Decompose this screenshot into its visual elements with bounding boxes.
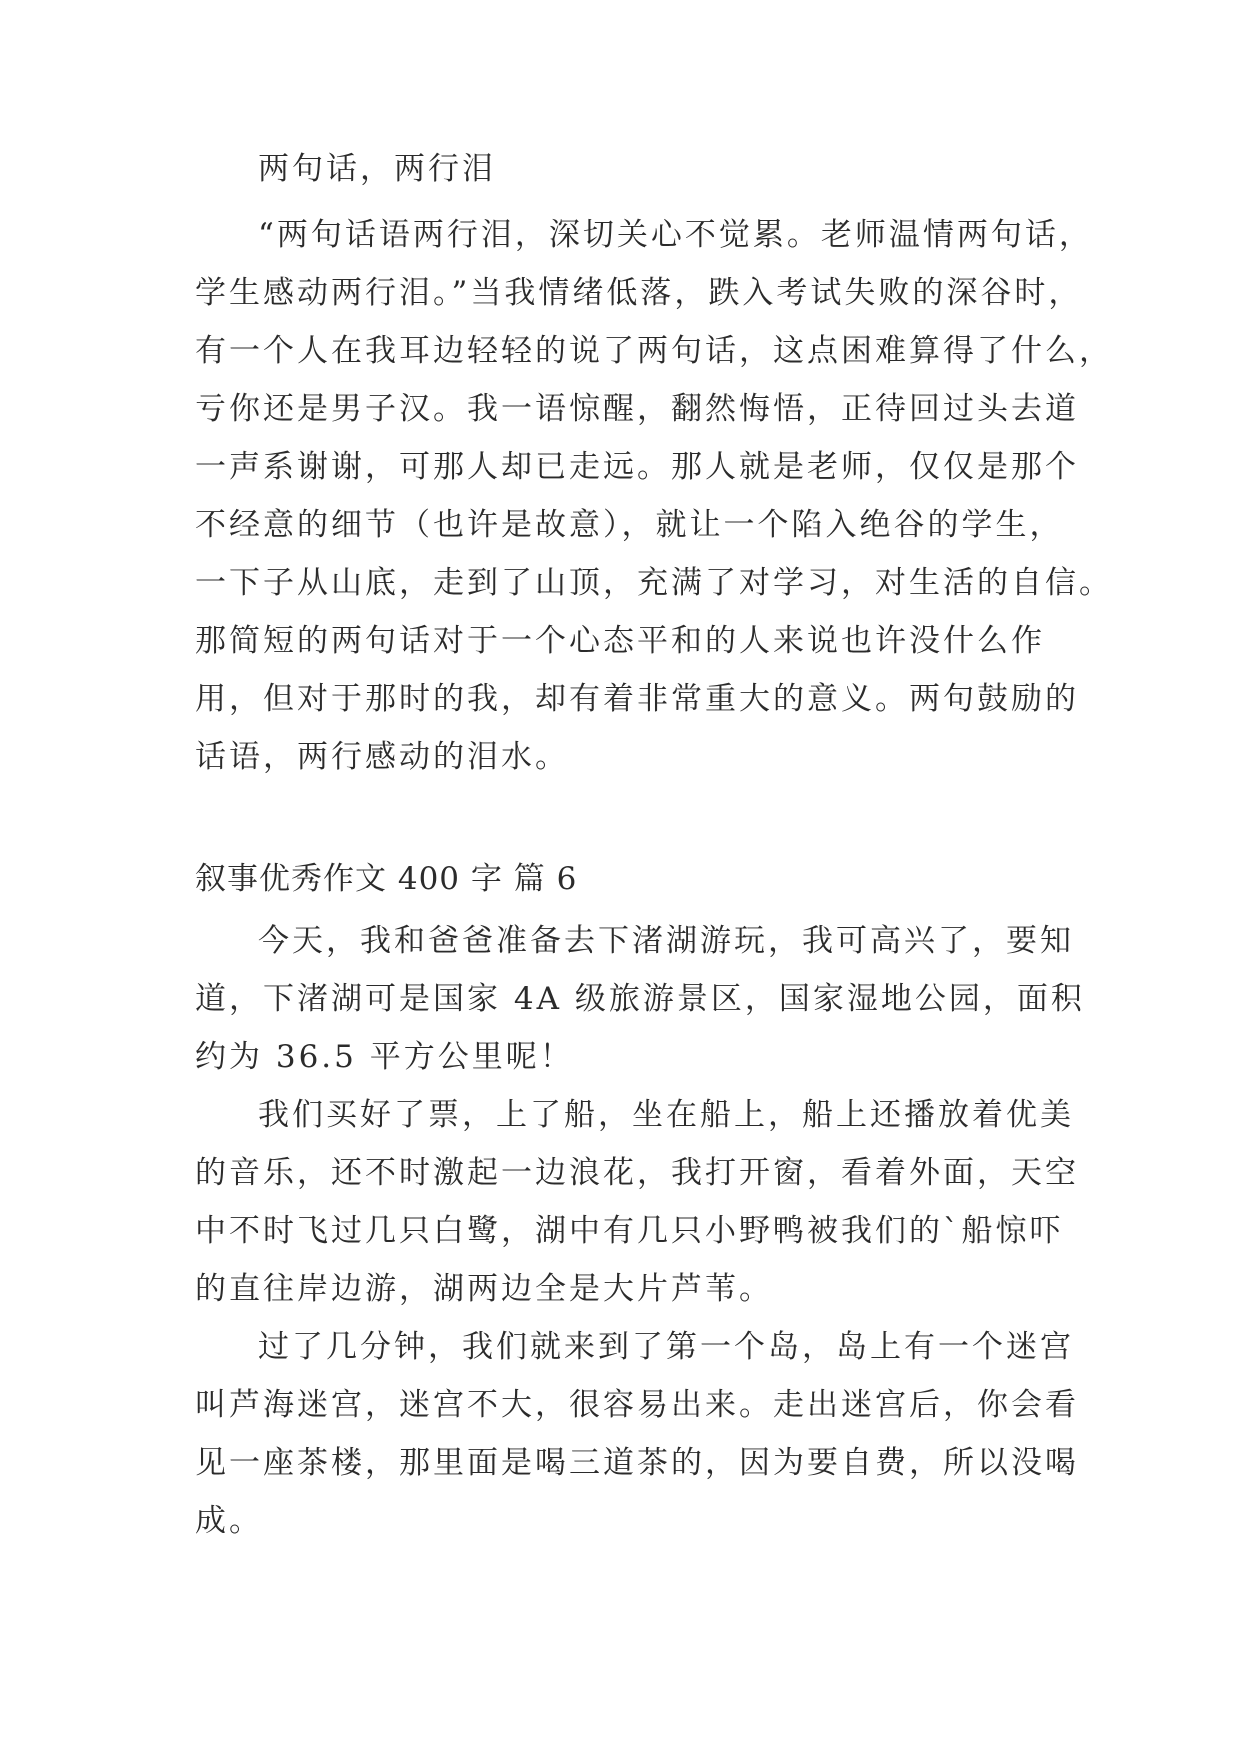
paragraph-title: 两句话，两行泪 [258, 151, 496, 187]
text-line: 有一个人在我耳边轻轻的说了两句话，这点困难算得了什么， [195, 333, 1113, 369]
text-line: 那简短的两句话对于一个心态平和的人来说也许没什么作 [195, 623, 1045, 659]
text-line: 道，下渚湖可是国家 4A 级旅游景区，国家湿地公园，面积 [195, 981, 1085, 1017]
text-line: 学生感动两行泪。”当我情绪低落，跌入考试失败的深谷时， [195, 275, 1083, 311]
text-line: 成。 [195, 1503, 263, 1539]
text-line: 亏你还是男子汉。我一语惊醒，翻然悔悟，正待回过头去道 [195, 391, 1079, 427]
text-line: 用，但对于那时的我，却有着非常重大的意义。两句鼓励的 [195, 681, 1079, 717]
text-line: 一下子从山底，走到了山顶，充满了对学习，对生活的自信。 [195, 565, 1113, 601]
text-line: 约为 36.5 平方公里呢！ [195, 1039, 574, 1075]
text-line: 话语，两行感动的泪水。 [195, 739, 569, 775]
section-heading: 叙事优秀作文 400 字 篇 6 [195, 861, 578, 897]
text-line: 过了几分钟，我们就来到了第一个岛，岛上有一个迷宫 [258, 1329, 1074, 1365]
text-line: 中不时飞过几只白鹭，湖中有几只小野鸭被我们的`船惊吓 [195, 1213, 1064, 1249]
text-line: 见一座茶楼，那里面是喝三道茶的，因为要自费，所以没喝 [195, 1445, 1079, 1481]
text-line: 不经意的细节（也许是故意），就让一个陷入绝谷的学生， [195, 507, 1064, 543]
text-line: “两句话语两行泪，深切关心不觉累。老师温情两句话， [258, 217, 1093, 253]
text-line: 我们买好了票，上了船，坐在船上，船上还播放着优美 [258, 1097, 1074, 1133]
text-line: 的直往岸边游，湖两边全是大片芦苇。 [195, 1271, 773, 1307]
text-line: 叫芦海迷宫，迷宫不大，很容易出来。走出迷宫后，你会看 [195, 1387, 1079, 1423]
text-line: 的音乐，还不时激起一边浪花，我打开窗，看着外面，天空 [195, 1155, 1079, 1191]
text-line: 一声系谢谢，可那人却已走远。那人就是老师，仅仅是那个 [195, 449, 1079, 485]
text-line: 今天，我和爸爸准备去下渚湖游玩，我可高兴了，要知 [258, 923, 1074, 959]
